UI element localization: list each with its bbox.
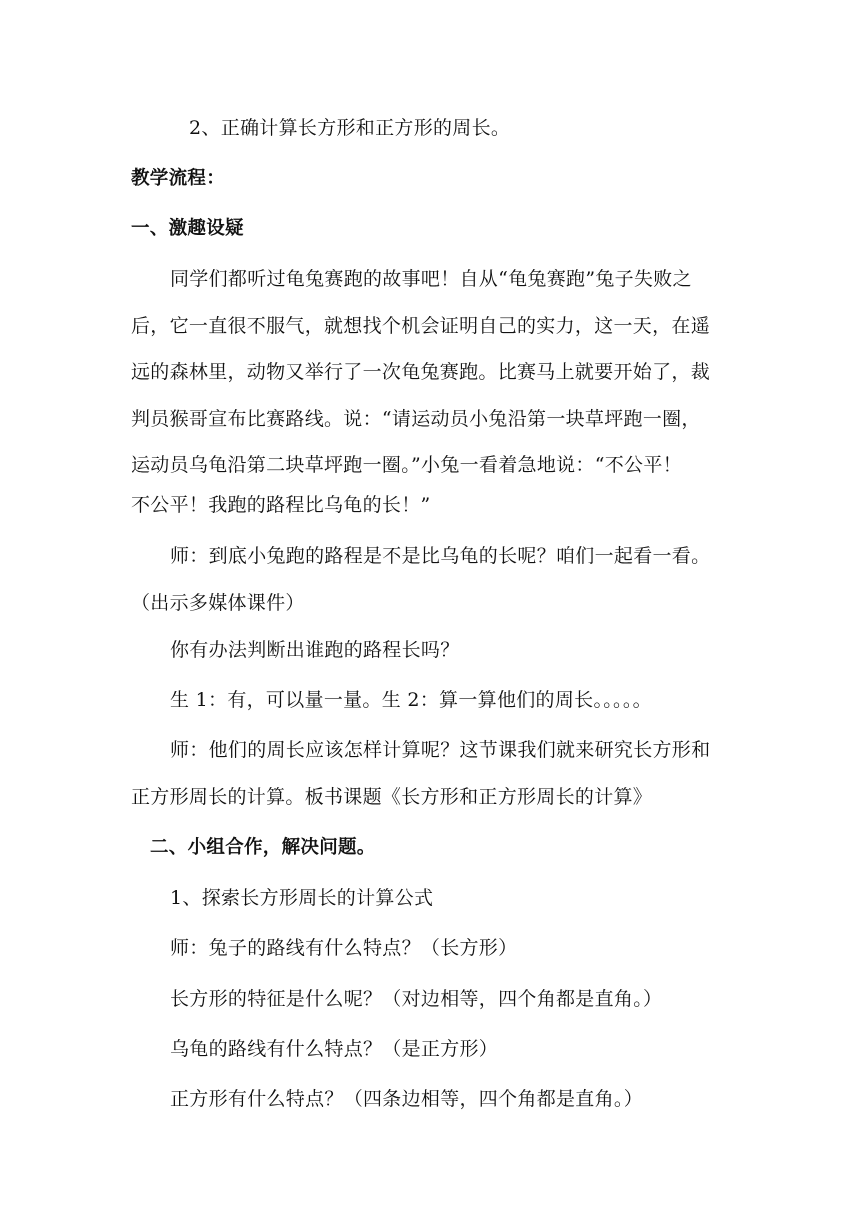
rectangle-feature-question: 长方形的特征是什么呢？（对边相等，四个角都是直角。） <box>170 988 663 1010</box>
section-2-heading: 二、小组合作，解决问题。 <box>150 837 376 858</box>
student-answers-line: 生 1：有，可以量一量。生 2：算一算他们的周长。。。。。 <box>170 689 652 711</box>
lesson-intro-line-1: 师：他们的周长应该怎样计算呢？这节课我们就来研究长方形和 <box>170 739 711 761</box>
objective-2-line: 2、正确计算长方形和正方形的周长。 <box>189 117 511 139</box>
tortoise-route-question: 乌龟的路线有什么特点？（是正方形） <box>170 1038 499 1060</box>
square-feature-question: 正方形有什么特点？（四条边相等，四个角都是直角。） <box>170 1088 644 1110</box>
item-1-line: 1、探索长方形周长的计算公式 <box>170 887 434 909</box>
story-paragraph-line-4: 判员猴哥宣布比赛路线。说：“请运动员小兔沿第一块草坪跑一圈， <box>131 408 701 430</box>
teacher-question-line-1: 师：到底小兔跑的路程是不是比乌龟的长呢？咱们一起看一看。 <box>170 545 711 567</box>
story-paragraph-line-3: 远的森林里，动物又举行了一次龟兔赛跑。比赛马上就要开始了，裁 <box>131 361 711 383</box>
judge-question-line: 你有办法判断出谁跑的路程长吗？ <box>170 639 460 661</box>
teacher-question-line-2: （出示多媒体课件） <box>131 592 305 614</box>
story-paragraph-line-2: 后，它一直很不服气，就想找个机会证明自己的实力，这一天，在遥 <box>131 315 711 337</box>
story-paragraph-line-5: 运动员乌龟沿第二块草坪跑一圈。”小兔一看着急地说：“不公平！ <box>131 454 682 476</box>
story-paragraph-line-1: 同学们都听过龟兔赛跑的故事吧！自从“龟兔赛跑”兔子失败之 <box>170 268 692 290</box>
rabbit-route-question: 师：兔子的路线有什么特点？（长方形） <box>170 937 518 959</box>
story-paragraph-line-6: 不公平！我跑的路程比乌龟的长！” <box>131 494 431 516</box>
section-1-heading: 一、激趣设疑 <box>131 218 244 239</box>
teaching-process-heading: 教学流程： <box>131 168 226 189</box>
lesson-intro-line-2: 正方形周长的计算。板书课题《长方形和正方形周长的计算》 <box>131 786 653 808</box>
